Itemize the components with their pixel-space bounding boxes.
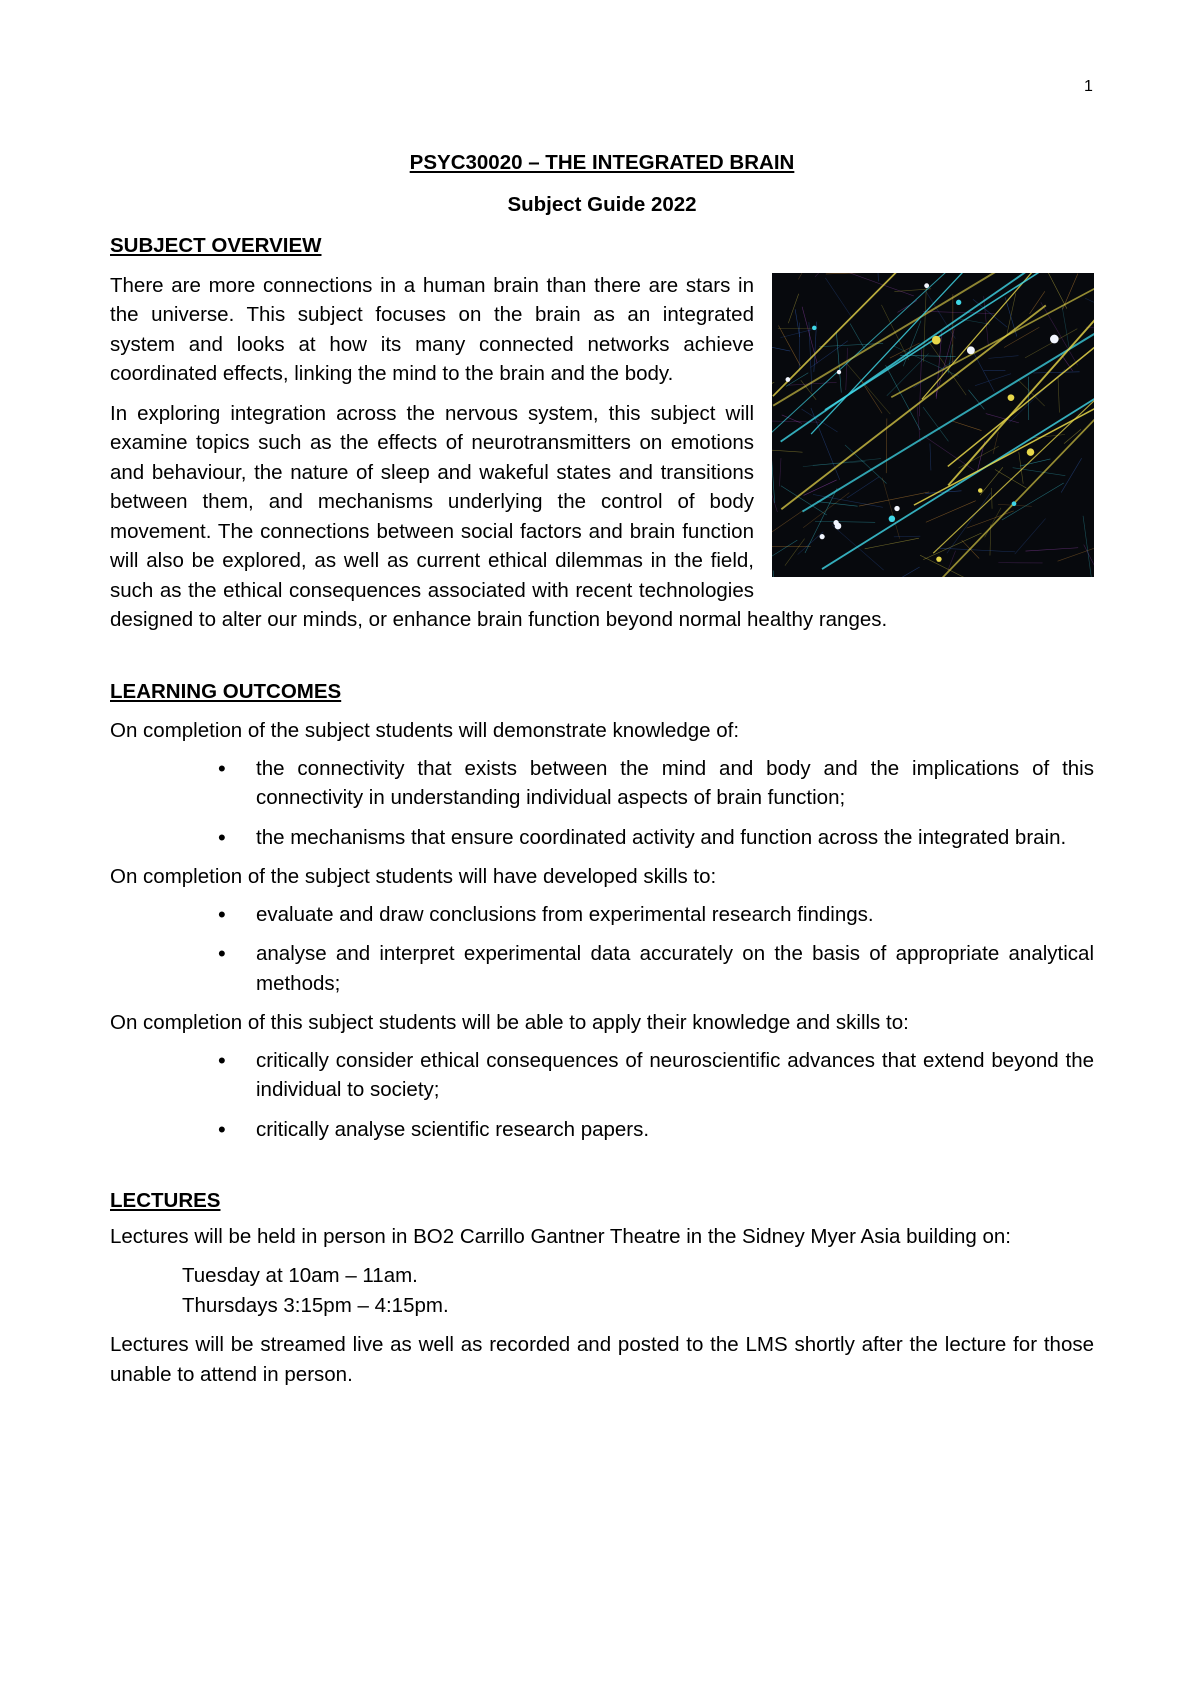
document-title: PSYC30020 – THE INTEGRATED BRAIN (409, 151, 795, 174)
neuron-cell-body (967, 346, 975, 354)
outcome-list (110, 900, 1094, 999)
lecture-times (182, 1261, 1094, 1320)
outcome-item: • the connectivity that exists between the mind and body and the implications of this connectivity in understanding individual aspects of brain function; (256, 754, 1094, 813)
outcome-list (110, 754, 1094, 853)
neuron-cell-body (978, 488, 983, 493)
lecture-time: Thursdays 3:15pm – 4:15pm. (182, 1293, 449, 1317)
lectures-intro: Lectures will be held in person in BO2 Carrillo Gantner Theatre in the Sidney Myer Asia building on: (110, 1224, 1011, 1248)
outcome-intro: On completion of the subject students will demonstrate knowledge of: (110, 719, 740, 742)
lecture-time: Tuesday at 10am – 11am. (182, 1264, 418, 1287)
neuron-cell-body (837, 369, 841, 373)
overview-paragraph: There are more connections in a human brain than there are stars in the universe. This subject focuses on the brain as an integrated system and looks at how its many connected networks achieve coordinated effects, linking the mind to the brain and the body. (110, 273, 754, 385)
learning-outcomes-group (110, 1008, 1094, 1144)
overview-paragraph: In exploring integration across the nervous system, this subject will examine topics such as the effects of neurotransmitters on emotions and behaviour, the nature of sleep and wakeful states and transitions between them, and mechanisms underlying the control of body movement. The connections between social factors and brain function will also be explored, as well as current ethical dilemmas in the field, such as the ethical consequences associated with recent technologies designed to alter our minds, or enhance brain function beyond normal healthy ranges. (110, 401, 888, 631)
outcome-item: • the mechanisms that ensure coordinated activity and function across the integrated brain. (256, 823, 1094, 853)
outcome-item: • critically consider ethical consequences of neuroscientific advances that extend beyond the individual to society; (256, 1046, 1094, 1105)
outcome-intro: On completion of this subject students will be able to apply their knowledge and skills to: (110, 1011, 909, 1034)
learning-outcomes-heading: LEARNING OUTCOMES (110, 679, 342, 703)
neuron-cell-body (889, 515, 896, 522)
neuron-cell-body (812, 325, 817, 330)
outcome-item: • analyse and interpret experimental data accurately on the basis of appropriate analytical methods; (256, 939, 1094, 998)
neuron-cell-body (1012, 501, 1017, 506)
document-subtitle: Subject Guide 2022 (507, 192, 697, 216)
subject-overview-section (110, 271, 1094, 635)
neuron-cell-body (1008, 394, 1015, 401)
neuron-cell-body (956, 299, 961, 304)
outcome-list (110, 1046, 1094, 1145)
neuron-cell-body (932, 335, 941, 344)
page-number: 1 (1084, 78, 1093, 95)
outcome-item: • critically analyse scientific research papers. (256, 1115, 1094, 1145)
learning-outcomes-group (110, 716, 1094, 852)
neuron-cell-body (894, 505, 899, 510)
outcome-item: • evaluate and draw conclusions from experimental research findings. (256, 900, 1094, 930)
lectures-closing: Lectures will be streamed live as well as recorded and posted to the LMS shortly after the lecture for those unable to attend in person. (110, 1333, 1094, 1386)
subject-overview-heading: SUBJECT OVERVIEW (110, 234, 322, 257)
neuron-micrograph-image (772, 273, 1094, 577)
neuron-cell-body (1027, 448, 1035, 456)
learning-outcomes-group (110, 862, 1094, 998)
lectures-heading: LECTURES (110, 1189, 221, 1212)
neuron-cell-body (786, 377, 791, 382)
neuron-micrograph-graphic (772, 273, 1094, 577)
outcome-intro: On completion of the subject students will have developed skills to: (110, 865, 717, 888)
neuron-cell-body (924, 283, 929, 288)
neuron-cell-body (820, 534, 825, 539)
neuron-cell-body (1050, 334, 1059, 343)
document-body (110, 148, 1094, 1389)
neuron-cell-body (835, 522, 842, 529)
neuron-cell-body (936, 556, 941, 561)
